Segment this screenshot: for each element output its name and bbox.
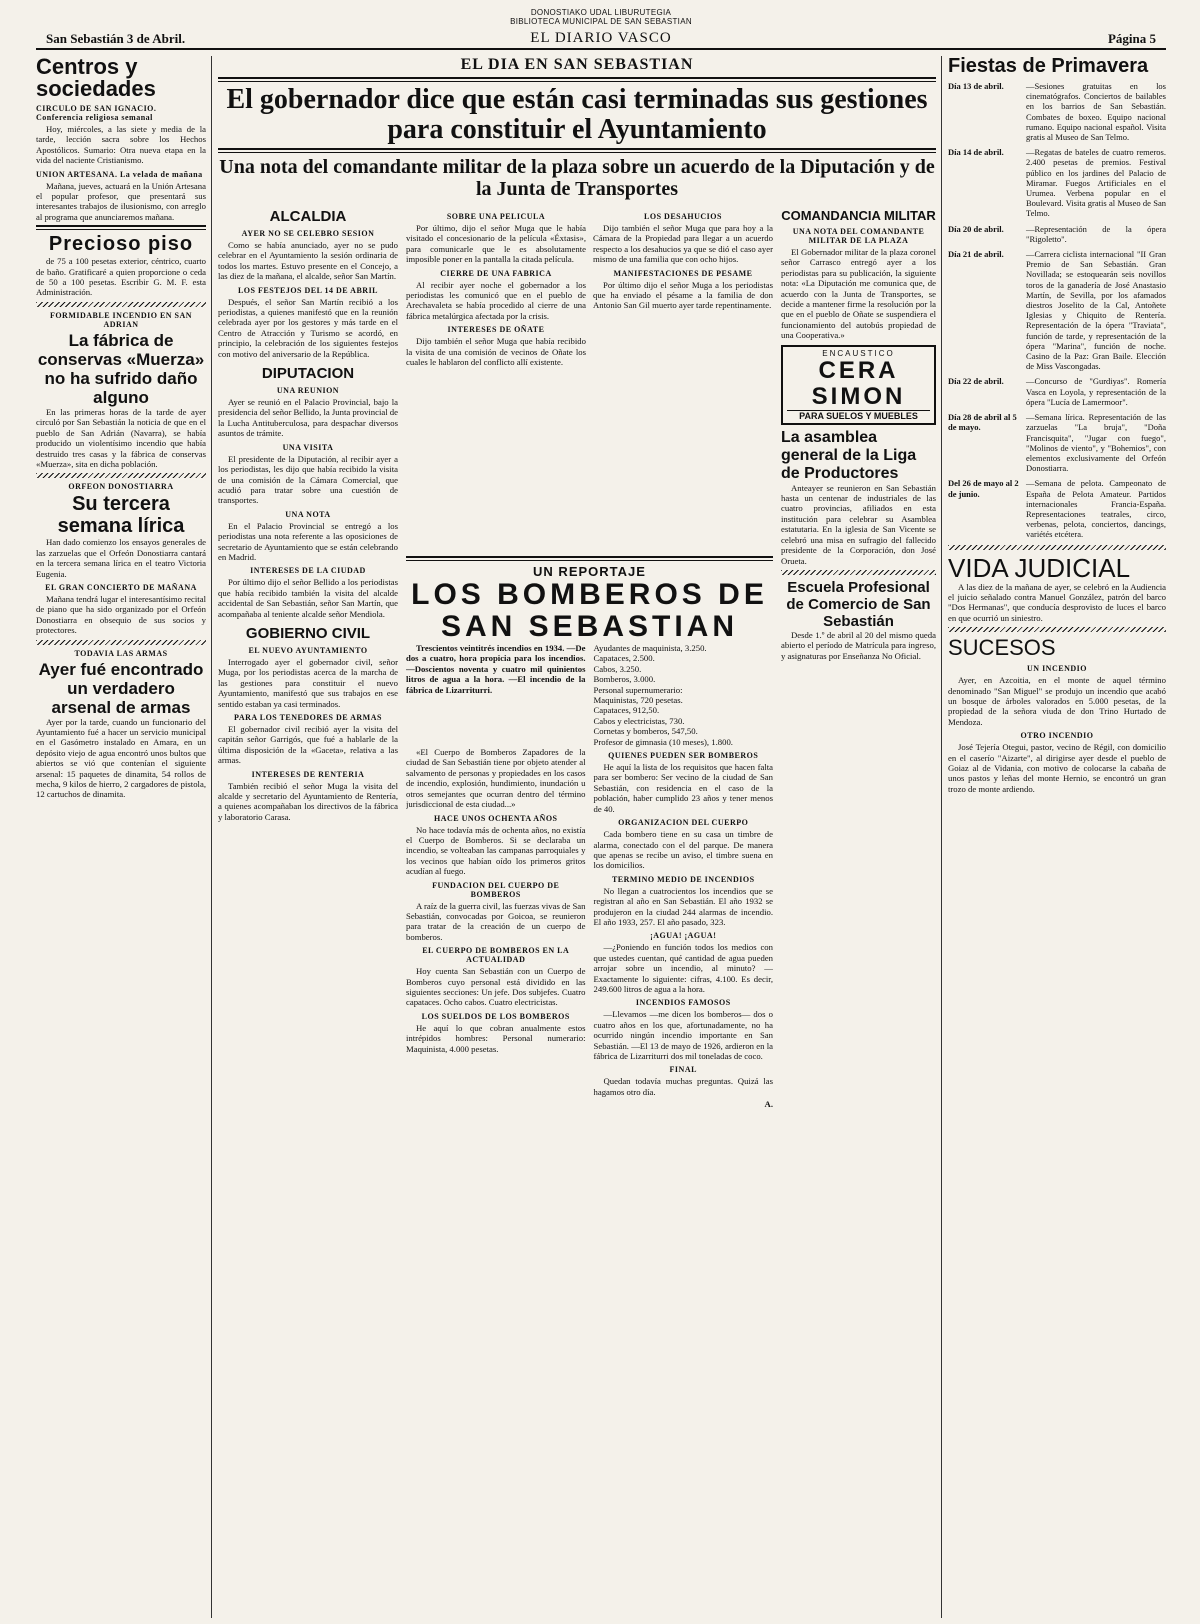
escuela-body (781, 630, 936, 661)
sueldos-head: LOS SUELDOS DE LOS BOMBEROS (421, 1011, 570, 1021)
renteria-head: INTERESES DE RENTERIA (251, 769, 365, 779)
sucesos-head: UN INCENDIO (1027, 664, 1087, 674)
masthead (36, 28, 1166, 50)
reportaje-lead-row (406, 643, 773, 747)
onate-body (406, 336, 586, 367)
otro-incendio-body (948, 742, 1166, 794)
banner-kicker: EL DIA EN SAN SEBASTIAN (460, 56, 694, 73)
fiestas-date: Del 26 de mayo al 2 de junio. (948, 478, 1019, 499)
diputacion-head: DIPUTACION (261, 365, 355, 383)
divider (36, 473, 206, 478)
body1-text: «El Cuerpo de Bomberos Zapadores de la ciudad de San Sebastián tiene por objeto atender al salvamento de personas y propiedades en los casos de incendio, explosión, hundimiento, inundación u otros semejantes que ocurran dentro del término jurisdiccional de esta ciudad...» (406, 747, 586, 810)
fiestas-entry (948, 478, 1166, 539)
arsenal-body (36, 717, 206, 800)
desahucios-body (593, 223, 773, 265)
reportaje-bomberos (406, 553, 773, 1616)
organizacion-head: ORGANIZACION DEL CUERPO (618, 818, 749, 828)
column-5 (781, 208, 936, 1616)
famosos-text: —Llevamos —me dicen los bomberos— dos o cuatro años en los que, afortunadamente, no ha ocurrido ningún incendio importante en San Sebastián. —El 13 de mayo de 1926, ardieron en la fábrica de Lizarriturri dos mil toneladas de coco. (593, 1009, 773, 1061)
nota-body (218, 521, 398, 563)
divider (218, 148, 936, 153)
budget-item: Ayudantes de maquinista, 3.250. (593, 643, 707, 653)
nota-head: UNA NOTA (285, 509, 331, 519)
organizacion-body (594, 829, 774, 871)
banner-headline: El gobernador dice que están casi terminadas sus gestiones para constituir el Ayuntamiento (226, 84, 928, 145)
fabrica-text: Al recibir ayer noche el gobernador a los periodistas les comunicó que en el pueblo de Arechavaleta se había procedido al cierre de una fábrica metalúrgica afectada por la crisis. (406, 279, 586, 321)
desahucios-text: Dijo también el señor Muga que para hoy a la Cámara de la Propiedad para llegar a un acuerdo respecto a los desahucios ya que se dió el caso ayer mismo de una familia que con ocho hijos. (593, 223, 773, 265)
armas-head: TODAVIA LAS ARMAS (74, 648, 168, 658)
fundacion-text: A raíz de la guerra civil, las fuerzas vivas de San Sebastián, convocadas por Goicoa, se reunieron para tratar de la creación de un cuerpo de bomberos. (406, 900, 586, 942)
ochenta-head: HACE UNOS OCHENTA AÑOS (433, 813, 558, 823)
festejos-body (218, 297, 398, 359)
circulo-body (36, 124, 206, 166)
gobierno-civil-sub: EL NUEVO AYUNTAMIENTO (248, 645, 368, 655)
fiestas-list (948, 81, 1166, 540)
diputacion-text: Ayer se reunió en el Palacio Provincial, bajo la presidencia del señor Bellido, la Junta provincial de la Lucha Antituberculosa, para despachar diversos asuntos de trámite. (218, 397, 398, 439)
bomberos-title-1: LOS BOMBEROS DE (411, 578, 768, 611)
renteria-text: También recibió el señor Muga la visita del alcalde y secretario del Ayuntamiento de Rentería, a quienes acompañaban los directivos de la fábrica y laboratorio Carasa. (218, 780, 398, 822)
circulo-text: Hoy, miércoles, a las siete y media de la tarde, lección sacra sobre los Hechos Apostólicos. Sumario: Otra nueva etapa en la vida del naciente Cristianismo. (36, 124, 206, 166)
ad-top-text: ENCAUSTICO (822, 348, 895, 358)
fiestas-date: Día 28 de abril al 5 de mayo. (948, 412, 1017, 433)
intereses-body (218, 577, 398, 619)
escuela-title: Escuela Profesional de Comercio de San Sebastián (786, 578, 931, 630)
tenedores-text: El gobernador civil recibió ayer la visita del capitán señor Garrigós, que fué a hablarle de la última disposición de la «Gaceta», relativa a las armas. (218, 724, 398, 766)
budget-item: Maquinistas, 720 pesetas. (593, 695, 683, 706)
fiestas-date: Día 14 de abril. (948, 147, 1004, 158)
comandancia-text: El Gobernador militar de la plaza coronel señor Carrasco entregó ayer a los periodistas para su publicación, la siguiente nota: «La Diputación me comunica que, de acuerdo con la Junta de Transportes, se decide a mantener firme la resolución por la que en el pueblo de Oñate se suspendiera el funcionamiento del autobús propiedad de una Cooperativa.» (781, 247, 936, 341)
bomberos-title-2: SAN SEBASTIAN (440, 610, 739, 643)
sueldos-text: He aquí lo que cobran anualmente estos intrépidos hombres: Personal numerario: Maquinista, 4.000 pesetas. (406, 1022, 586, 1054)
divider (218, 77, 936, 82)
fiestas-entry (948, 249, 1166, 371)
organizacion-text: Cada bombero tiene en su casa un timbre de alarma, conectado con el del parque. De manera que apenas se recibe un aviso, el timbre suena en los domicilios. (593, 829, 773, 871)
vida-judicial-title: VIDA JUDICIAL (948, 552, 1131, 583)
masthead-date: San Sebastián 3 de Abril. (46, 31, 186, 46)
pelicula-head: SOBRE UNA PELICULA (446, 212, 546, 221)
pesame-text: Por último dijo el señor Muga a los periodistas que ha enviado el pésame a la familia de don Antonio San Gil muerto ayer tarde repentinamente. (593, 279, 773, 311)
intereses-text: Por último dijo el señor Bellido a los periodistas que había recibido también la visita del alcalde accidental de San Sebastián, señor San Martín, que acompañaba al teniente alcalde señor Mendiola. (218, 577, 398, 619)
agua-head: ¡AGUA! ¡AGUA! (650, 931, 717, 941)
pesame-head: MANIFESTACIONES DE PESAME (613, 268, 753, 278)
comandancia-head: COMANDANCIA MILITAR (781, 208, 936, 223)
final-head: FINAL (669, 1065, 697, 1075)
union-text: Mañana, jueves, actuará en la Unión Artesana el popular profesor, que presentará sus interesantes trabajos de ilusionismo, con arreglo al programa que anunciaremos mañana. (36, 180, 206, 222)
final-body (594, 1076, 774, 1097)
budget-item: Capataces, 2.500. (593, 653, 655, 664)
quienes-body (594, 762, 774, 814)
stamp-line-1: DONOSTIAKO UDAL LIBURUTEGIA (530, 8, 672, 17)
divider (948, 627, 1166, 632)
fiestas-entry (948, 224, 1166, 244)
newspaper-page (36, 8, 1166, 1618)
ad-precioso-piso-body (36, 256, 206, 298)
pesame-body (593, 280, 773, 311)
fiestas-date: Día 13 de abril. (948, 81, 1004, 91)
fiestas-entry (948, 376, 1166, 407)
termino-text: No llegan a cuatrocientos los incendios que se registran al año en San Sebastián. El año 1932 se produjeron en la ciudad 244 alarmas de incendio. El año 1933, 257. El año pasado, 323. (593, 885, 773, 927)
column-4 (593, 208, 773, 548)
desahucios-head: LOS DESAHUCIOS (644, 212, 722, 221)
column-rule (211, 56, 212, 1618)
reportaje-kicker: UN REPORTAJE (533, 564, 646, 579)
stamp-line-2: BIBLIOTECA MUNICIPAL DE SAN SEBASTIAN (510, 17, 692, 26)
festejos-text: Después, el señor San Martín recibió a los periodistas, a quienes manifestó que en la reunión celebrada ayer por los gestores y más tarde en el Centro de Atracción y Turismo se acordó, en principio, la celebración de los siguientes festejos con motivo del aniversario de la República. (218, 296, 398, 359)
incendio-head: FORMIDABLE INCENDIO EN SAN ADRIAN (49, 310, 193, 329)
masthead-title: EL DIARIO VASCO (530, 30, 672, 46)
quienes-head: QUIENES PUEDEN SER BOMBEROS (608, 751, 759, 761)
fiestas-text: —Concurso de "Gurdiyas". Romería Vasca en Loyola, y representación de la ópera "Lucía de Lamermoor". (1026, 376, 1166, 407)
fiestas-date: Día 21 de abril. (948, 249, 1004, 260)
masthead-page-number: Página 5 (1107, 31, 1156, 46)
reportaje-signature: A. (764, 1099, 773, 1110)
reportaje-columns (406, 747, 773, 1110)
concierto-body (36, 594, 206, 636)
fiestas-text: —Regatas de bateles de cuatro remeros. 2.400 pesetas de premios. Festival público en los jardines del Palacio de Miramar. Fuegos Artificiales en el Urumea. Verbena popular en el Boulevard. Visita gratis al Museo de San Telmo. (1026, 147, 1166, 219)
otro-incendio-head: OTRO INCENDIO (1020, 731, 1094, 741)
divider (36, 640, 206, 645)
arsenal-text: Ayer por la tarde, cuando un funcionario del Ayuntamiento fué a hacer un servicio municipal en el Gasómetro instalado en Amara, en un depósito viejo de agua encontró unos bultos que abiertos se vió que contenían el siguiente arsenal: 15 paquetes de dinamita, 54 rollos de mecha, 9 kilos de hierro, 2 cargadores de pistola, 12 cartuchos de dinamita. (36, 716, 206, 800)
arsenal-title: Ayer fué encontrado un verdadero arsenal de armas (38, 659, 204, 717)
concierto-head: EL GRAN CONCIERTO DE MAÑANA (45, 582, 197, 592)
fiestas-entry (948, 147, 1166, 218)
termino-body (594, 886, 774, 928)
alcaldia-head: ALCALDIA (269, 208, 347, 225)
budget-item: Capataces, 912,50. (593, 705, 660, 716)
comandancia-body (781, 247, 936, 341)
gobierno-civil-body (218, 657, 398, 709)
reportaje-col-right (594, 747, 774, 1110)
budget-item: Personal supernumerario: (593, 684, 683, 695)
cera-simon-ad (781, 345, 936, 425)
divider (36, 302, 206, 307)
agua-text: —¿Poniendo en función todos los medios con que ustedes cuentan, qué cantidad de agua pueden arrojar sobre un incendio, al minuto? —Exactamente lo siguiente: cifras, 4.100. Es decir, 249.600 litros de agua a la hora. (593, 942, 773, 994)
tenedores-head: PARA LOS TENEDORES DE ARMAS (234, 713, 382, 722)
budget-item: Cabos, 3.250. (593, 663, 642, 674)
main-banner (218, 56, 936, 201)
ad-text: de 75 a 100 pesetas exterior, céntrico, cuarto de baño. Gratificaré a quien proporcione o ceda de 50 a 100 pesetas. Escribir G. M. F. esta Administración. (36, 256, 206, 298)
fundacion-body (406, 901, 586, 943)
alcaldia-text: Como se había anunciado, ayer no se pudo celebrar en el Ayuntamiento la sesión ordinaria de todos los martes. Estuvo presente en el Concejo, a las diez de la mañana, el alcalde, señor San Martín. (218, 240, 398, 282)
pelicula-body (406, 223, 586, 265)
gobierno-text: Interrogado ayer el gobernador civil, señor Muga, por los periodistas acerca de la marcha de las gestiones para constituir el nuevo Ayuntamiento, manifestó que sus trabajos en ese sentido estaban ya casi terminados. (218, 656, 398, 709)
onate-head: INTERESES DE OÑATE (447, 325, 545, 335)
ochenta-body (406, 825, 586, 877)
divider (36, 225, 206, 230)
muerza-text: En las primeras horas de la tarde de ayer circuló por San Sebastián la noticia de que en el pueblo de San Adrián (Navarra), se había producido un violentísimo incendio que había destruido tres casas y la fábrica de conservas «Muerza», sita en dicha población. (36, 406, 206, 469)
sueldos-body (406, 1023, 586, 1054)
ad-brand: CERA SIMON (811, 356, 906, 410)
vida-judicial-body (948, 582, 1166, 624)
agua-body (594, 942, 774, 994)
union-body (36, 181, 206, 223)
divider (781, 570, 936, 575)
comandancia-sub: UNA NOTA DEL COMANDANTE MILITAR DE LA PLAZA (792, 227, 925, 245)
library-stamp (36, 8, 1166, 26)
fiestas-date: Día 20 de abril. (948, 223, 1004, 234)
sucesos-text: Ayer, en Azcoitia, en el monte de aquel término denominado "San Miguel" se produjo un incendio que acabó un bosque de árboles valorados en 5.000 pesetas, de la propiedad de la señora viuda de don Trino Hurtado de Mendoza. (948, 675, 1166, 727)
divider (406, 556, 773, 561)
alcaldia-sub: AYER NO SE CELEBRO SESION (241, 229, 375, 238)
reportaje-body1 (406, 747, 586, 809)
gobierno-civil-head: GOBIERNO CIVIL (245, 624, 371, 642)
escuela-text: Desde 1.º de abril al 20 del mismo queda abierto el período de Matrícula para ingreso, y asignaturas por Enseñanza No Oficial. (781, 629, 936, 661)
semana-lirica-title: Su tercera semana lírica (57, 493, 185, 538)
fiestas-title: Fiestas de Primavera (948, 56, 1149, 77)
union-head: UNION ARTESANA. La velada de mañana (36, 169, 203, 179)
banner-subhead: Una nota del comandante militar de la plaza sobre un acuerdo de la Diputación y de la Junta de Transportes (219, 156, 935, 200)
termino-head: TERMINO MEDIO DE INCENDIOS (611, 874, 755, 884)
actualidad-head: EL CUERPO DE BOMBEROS EN LA ACTUALIDAD (422, 946, 570, 965)
fiestas-text: —Representación de la ópera "Rigoletto". (1026, 223, 1166, 244)
sucesos-body (948, 675, 1166, 727)
column-rule (941, 56, 942, 1618)
column-1 (36, 56, 206, 1616)
ochenta-text: No hace todavía más de ochenta años, no existía el Cuerpo de Bomberos. Si se declaraba un incendio, se volteaban las campanas parroquiales y los vecinos que habían oído los primeros gritos acudían al fuego. (406, 824, 586, 877)
budget-item: Cornetas y bomberos, 547,50. (593, 726, 698, 737)
diputacion-body (218, 397, 398, 439)
nota-text: En el Palacio Provincial se entregó a los periodistas una nota referente a las oposiciones de secretario de Ayuntamiento que se están celebrando en Madrid. (218, 520, 398, 562)
visita-head: UNA VISITA (282, 442, 334, 452)
fiestas-entry (948, 412, 1166, 473)
column-2 (218, 208, 398, 1616)
actualidad-text: Hoy cuenta San Sebastián con un Cuerpo de Bomberos cuyo personal está dividido en las siguientes secciones: Un jefe. Dos subjefes. Cuatro capataces. Ocho cabos. Cuatro electricistas. (406, 966, 586, 1008)
diputacion-sub: UNA REUNION (276, 386, 340, 396)
visita-text: El presidente de la Diputación, al recibir ayer a los periodistas, les dijo que había recibido la visita de una comisión de la Cámara Comercial, que acudió para tratar sobre una cuestión de transportes. (218, 453, 398, 506)
fiestas-text: —Sesiones gratuitas en los cinematógrafos. Conciertos de bailables en los barrios de San Sebastián. Combates de boxeo. Equipo nacional rumano. Equipo nacional español. Visita gratis al Museo de San Telmo. (1026, 81, 1166, 143)
reportaje-lead (406, 643, 586, 747)
muerza-title: La fábrica de conservas «Muerza» no ha sufrido daño alguno (37, 330, 205, 407)
circulo-head: CIRCULO DE SAN IGNACIO. Conferencia religiosa semanal (36, 104, 157, 122)
budget-item: Bomberos, 3.000. (593, 674, 656, 685)
fabrica-head: CIERRE DE UNA FABRICA (440, 268, 552, 278)
quienes-text: He aquí la lista de los requisitos que hacen falta para ser bombero: Ser vecino de la ciudad de San Sebastián, con residencia en el caso de la población, haber cumplido 23 años y tener menos de 40. (593, 762, 773, 814)
festejos-head: LOS FESTEJOS DEL 14 DE ABRIL (237, 285, 379, 295)
otro-text: José Tejería Otegui, pastor, vecino de Régil, con domicilio en el caserío "Aizarte", al dirigirse ayer desde el pueblo de Goiaz al de Vidania, con motivo de colocarse la cabaña de unos pastos y leñas del monte Hernio, se encontró un gran trozo de monte ardiendo. (948, 742, 1166, 794)
fiestas-text: —Semana lírica. Representación de las zarzuelas "La bruja", "Doña Francisquita", "Jugar con fuego", "Molinos de viento", y "Bohemios", con elementos exclusivamente del Orfeón Donostiarra. (1026, 412, 1166, 474)
vida-text: A las diez de la mañana de ayer, se celebró en la Audiencia el juicio señalado contra Manuel González, patrón del barco "Dos Hermanas", que conducía desprovisto de luces el barco en que ocurrió un siniestro. (948, 581, 1166, 623)
ad-bottom-text: PARA SUELOS Y MUEBLES (787, 410, 930, 421)
budget-list (594, 643, 774, 747)
column-6 (948, 56, 1166, 1616)
reportaje-col-left (406, 747, 586, 1110)
semana-lirica-body (36, 537, 206, 579)
famosos-head: INCENDIOS FAMOSOS (635, 998, 731, 1008)
budget-item: Cabos y electricistas, 730. (593, 715, 685, 726)
asamblea-title: La asamblea general de la Liga de Productores (781, 428, 917, 482)
fiestas-text: —Semana de pelota. Campeonato de España de Pelota Amateur. Partidos internacionales Francia-España. Representaciones teatrales, circo, verbenas, pelota, conciertos, dancings, variétés etcétera. (1026, 478, 1166, 540)
asamblea-text: Anteayer se reunieron en San Sebastián hasta un centenar de industriales de las cuatro provincias, afiliados en esta institución para celebrar su Asamblea estatutaria. En la iglesia de San Vicente se celebró una misa en sufragio del fallecido presidente de la Corporación, don José Orueta. (781, 482, 936, 566)
budget-item: Profesor de gimnasia (10 meses), 1.800. (593, 736, 733, 747)
actualidad-body (406, 966, 586, 1008)
onate-text: Dijo también el señor Muga que había recibido la visita de una comisión de vecinos de Oñate los cuales le hablaron del conflicto allí existente. (406, 336, 586, 368)
ad-precioso-piso-title: Precioso piso (48, 233, 194, 256)
visita-body (218, 454, 398, 506)
lead-text: Trescientos veintitrés incendios en 1934. —De dos a cuatro, hora propicia para los incendios. —Doscientos noventa y cuatro mil quinientos litros de agua a la hora. —El incendio de la fábrica de Lizarriturri. (406, 643, 586, 695)
fiestas-text: —Carrera ciclista internacional "II Gran Premio de San Sebastián. Gran Novillada; se estoquearán seis novillos toros de la ganadería de José Anastasio Martín, de Sevilla, por los afamados diestros Joselito de la Cal, Antoñete Iglesias y Chiquito de Rentería. Representación de la ópera "Traviata", función de tarde, y representación de la ópera "Marina", función de noche. Casino de la Paz: Gran Baile. Elección de Miss Vascongadas. (1026, 249, 1166, 372)
renteria-body (218, 781, 398, 823)
final-text: Quedan todavía muchas preguntas. Quizá las hagamos otro día. (593, 1076, 773, 1097)
alcaldia-body (218, 240, 398, 282)
fabrica-body (406, 280, 586, 322)
column-3 (406, 208, 586, 548)
concierto-text: Mañana tendrá lugar el interesantísimo recital de piano que ha sido organizado por el Orfeón Donostiarra en obsequio de sus socios y protectores. (36, 593, 206, 636)
intereses-head: INTERESES DE LA CIUDAD (250, 566, 366, 576)
famosos-body (594, 1009, 774, 1061)
asamblea-body (781, 483, 936, 566)
section-title-centros: Centros y sociedades (36, 56, 156, 101)
pelicula-text: Por último, dijo el señor Muga que le había visitado el concesionario de la película «Éxtasis», para comunicarle que le es absolutamente imposible poner en la pantalla la citada película. (406, 223, 586, 265)
fiestas-entry (948, 81, 1166, 142)
divider (948, 545, 1166, 550)
sucesos-title: SUCESOS (948, 635, 1056, 661)
semana-text: Han dado comienzo los ensayos generales de las zarzuelas que el Orfeón Donostiarra cantará en la tercera semana lírica en el teatro Victoria Eugenia. (36, 537, 206, 579)
muerza-body (36, 407, 206, 469)
fiestas-date: Día 22 de abril. (948, 376, 1004, 387)
tenedores-body (218, 724, 398, 766)
fundacion-head: FUNDACION DEL CUERPO DE BOMBEROS (432, 880, 560, 899)
orfeon-head: ORFEON DONOSTIARRA (68, 482, 174, 492)
